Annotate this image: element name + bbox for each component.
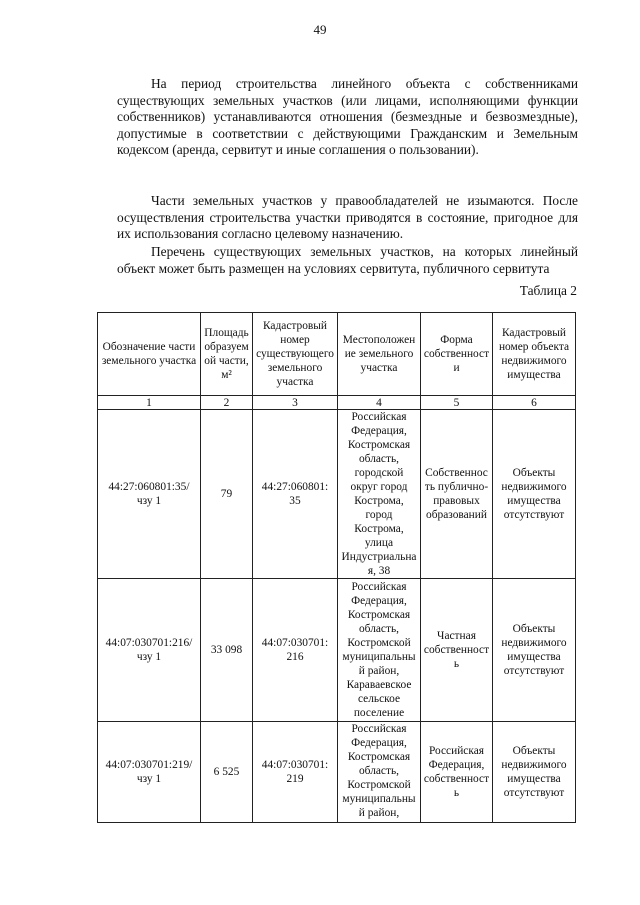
- table-row: [98, 410, 576, 579]
- column-number-row: [98, 396, 576, 410]
- column-number: 5: [421, 396, 493, 410]
- cell-ownership: Собственность публично-правовых образований: [421, 410, 493, 579]
- cell-designation: 44:27:060801:35/ чзу 1: [98, 410, 201, 579]
- cell-object: Объекты недвижимого имущества отсутствуют: [493, 579, 576, 722]
- paragraph-parcel-list-intro: [117, 244, 578, 277]
- header-ownership: Форма собственности: [421, 313, 493, 396]
- table-label: Таблица 2: [519, 283, 577, 298]
- cell-object: Объекты недвижимого имущества отсутствуют: [493, 722, 576, 823]
- table-header-row: [98, 313, 576, 396]
- paragraph-parcels-not-seized: [117, 193, 578, 243]
- cell-area: 6 525: [201, 722, 253, 823]
- header-cadastral-number: Кадастровый номер существующего земельного участка: [253, 313, 338, 396]
- cell-designation: 44:07:030701:219/ чзу 1: [98, 722, 201, 823]
- cell-cadastral-number: 44:07:030701: 216: [253, 579, 338, 722]
- paragraph-text: Части земельных участков у правообладателей не изымаются. После осуществления строительства участки приводятся в состояние, пригодное для их использования согласно целевому назначению.: [117, 193, 578, 242]
- column-number: 1: [98, 396, 201, 410]
- cell-cadastral-number: 44:27:060801: 35: [253, 410, 338, 579]
- cell-area: 79: [201, 410, 253, 579]
- cell-location: Российская Федерация, Костромская область, Костромской муниципальный район,: [338, 722, 421, 823]
- header-location: Местоположение земельного участка: [338, 313, 421, 396]
- cell-cadastral-number: 44:07:030701: 219: [253, 722, 338, 823]
- table-row: [98, 579, 576, 722]
- paragraph-text: На период строительства линейного объекта с собственниками существующих земельных участков (или лицами, исполняющими функции собственников) устанавливаются отношения (безмездные и безвозмездные), допустимые в соответствии с действующими Гражданским и Земельным кодексом (аренда, сервитут и иные соглашения о пользовании).: [117, 76, 578, 158]
- table-row: [98, 722, 576, 823]
- cell-location: Российская Федерация, Костромская область, Костромской муниципальный район, Караваевское сельское поселение: [338, 579, 421, 722]
- cell-ownership: Российская Федерация, собственность: [421, 722, 493, 823]
- header-area: Площадь образуемой части, м²: [201, 313, 253, 396]
- parcels-table: [97, 312, 576, 823]
- cell-ownership: Частная собственность: [421, 579, 493, 722]
- header-designation: Обозначение части земельного участка: [98, 313, 201, 396]
- cell-designation: 44:07:030701:216/ чзу 1: [98, 579, 201, 722]
- page-number: 49: [313, 22, 327, 37]
- cell-object: Объекты недвижимого имущества отсутствуют: [493, 410, 576, 579]
- cell-area: 33 098: [201, 579, 253, 722]
- column-number: 3: [253, 396, 338, 410]
- column-number: 4: [338, 396, 421, 410]
- header-object-cadastral-number: Кадастровый номер объекта недвижимого имущества: [493, 313, 576, 396]
- cell-location: Российская Федерация, Костромская область, городской округ город Кострома, город Кострома, улица Индустриальная, 38: [338, 410, 421, 579]
- column-number: 6: [493, 396, 576, 410]
- paragraph-text: Перечень существующих земельных участков, на которых линейный объект может быть размещен на условиях сервитута, публичного сервитута: [117, 244, 578, 276]
- column-number: 2: [201, 396, 253, 410]
- paragraph-construction-period: [117, 76, 578, 159]
